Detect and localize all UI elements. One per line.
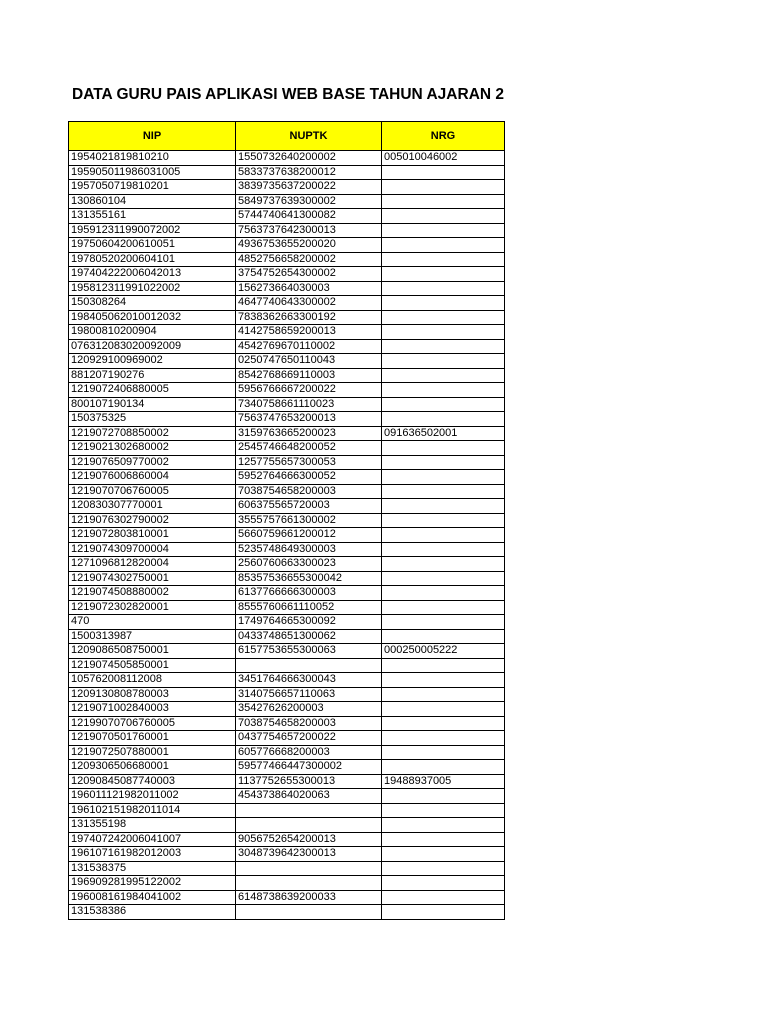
table-body: [69, 151, 505, 920]
nip-cell: 1954021819810210: [69, 151, 236, 166]
nuptk-cell: 156273664030003: [236, 281, 382, 296]
nrg-cell: [382, 339, 505, 354]
nrg-cell: [382, 876, 505, 891]
table-row: [69, 731, 505, 746]
nuptk-cell: 5744740641300082: [236, 209, 382, 224]
nuptk-cell: 4542769670110002: [236, 339, 382, 354]
nrg-cell: [382, 658, 505, 673]
table-row: [69, 281, 505, 296]
nrg-cell: [382, 542, 505, 557]
table-row: [69, 890, 505, 905]
table-row: [69, 209, 505, 224]
table-row: [69, 615, 505, 630]
table-row: [69, 803, 505, 818]
table-row: [69, 557, 505, 572]
table-row: [69, 412, 505, 427]
nip-cell: 1209086508750001: [69, 644, 236, 659]
table-row: [69, 571, 505, 586]
nrg-cell: [382, 194, 505, 209]
nuptk-cell: 0437754657200022: [236, 731, 382, 746]
table-row: [69, 818, 505, 833]
nuptk-cell: 7563747653200013: [236, 412, 382, 427]
nrg-cell: 091636502001: [382, 426, 505, 441]
nip-cell: 131355161: [69, 209, 236, 224]
nip-cell: 1219070706760005: [69, 484, 236, 499]
nrg-cell: [382, 209, 505, 224]
nip-cell: 1219071002840003: [69, 702, 236, 717]
table-row: [69, 470, 505, 485]
table-row: [69, 861, 505, 876]
nuptk-cell: 7838362663300192: [236, 310, 382, 325]
nuptk-cell: 3839735637200022: [236, 180, 382, 195]
column-header-nuptk: NUPTK: [236, 122, 382, 151]
table-row: [69, 774, 505, 789]
table-row: [69, 180, 505, 195]
table-row: [69, 383, 505, 398]
table-row: [69, 368, 505, 383]
table-row: [69, 542, 505, 557]
nip-cell: 1219072507880001: [69, 745, 236, 760]
nrg-cell: [382, 586, 505, 601]
nip-cell: 198405062010012032: [69, 310, 236, 325]
nrg-cell: [382, 325, 505, 340]
nuptk-cell: 2545746648200052: [236, 441, 382, 456]
table-row: [69, 339, 505, 354]
teacher-data-table: [68, 121, 505, 920]
nrg-cell: [382, 673, 505, 688]
nuptk-cell: 35427626200003: [236, 702, 382, 717]
nrg-cell: [382, 310, 505, 325]
nip-cell: 1219074505850001: [69, 658, 236, 673]
table-row: [69, 513, 505, 528]
table-row: [69, 426, 505, 441]
nuptk-cell: 0250747650110043: [236, 354, 382, 369]
nip-cell: 1219076302790002: [69, 513, 236, 528]
nrg-cell: [382, 354, 505, 369]
nrg-cell: 000250005222: [382, 644, 505, 659]
nuptk-cell: 8555760661110052: [236, 600, 382, 615]
nuptk-cell: [236, 803, 382, 818]
nip-cell: 1209306506680001: [69, 760, 236, 775]
nip-cell: 1219070501760001: [69, 731, 236, 746]
nrg-cell: [382, 513, 505, 528]
nip-cell: 1219076006860004: [69, 470, 236, 485]
table-row: [69, 397, 505, 412]
nuptk-cell: 5660759661200012: [236, 528, 382, 543]
nuptk-cell: 1749764665300092: [236, 615, 382, 630]
nrg-cell: [382, 397, 505, 412]
table-row: [69, 325, 505, 340]
nip-cell: 196011121982011002: [69, 789, 236, 804]
nrg-cell: [382, 702, 505, 717]
table-row: [69, 223, 505, 238]
nrg-cell: [382, 455, 505, 470]
table-row: [69, 296, 505, 311]
nrg-cell: [382, 252, 505, 267]
nip-cell: 131355198: [69, 818, 236, 833]
nip-cell: 1219076509770002: [69, 455, 236, 470]
nrg-cell: [382, 296, 505, 311]
nrg-cell: [382, 861, 505, 876]
nip-cell: 196102151982011014: [69, 803, 236, 818]
nuptk-cell: 85357536655300042: [236, 571, 382, 586]
nuptk-cell: 606375565720003: [236, 499, 382, 514]
table-row: [69, 876, 505, 891]
nip-cell: 1219072406880005: [69, 383, 236, 398]
nrg-cell: [382, 223, 505, 238]
nip-cell: 1219072708850002: [69, 426, 236, 441]
nrg-cell: [382, 789, 505, 804]
table-row: [69, 644, 505, 659]
nrg-cell: [382, 818, 505, 833]
table-row: [69, 745, 505, 760]
nip-cell: 19780520200604101: [69, 252, 236, 267]
table-row: [69, 905, 505, 920]
nuptk-cell: 1137752655300013: [236, 774, 382, 789]
nuptk-cell: [236, 876, 382, 891]
table-row: [69, 252, 505, 267]
nuptk-cell: 7038754658200003: [236, 716, 382, 731]
nrg-cell: [382, 499, 505, 514]
nip-cell: 131538386: [69, 905, 236, 920]
nuptk-cell: 7038754658200003: [236, 484, 382, 499]
nrg-cell: [382, 557, 505, 572]
nuptk-cell: 1550732640200002: [236, 151, 382, 166]
nrg-cell: [382, 615, 505, 630]
nuptk-cell: 6148738639200033: [236, 890, 382, 905]
nuptk-cell: 4852756658200002: [236, 252, 382, 267]
nuptk-cell: 4647740643300002: [236, 296, 382, 311]
table-row: [69, 832, 505, 847]
nrg-cell: [382, 760, 505, 775]
nrg-cell: [382, 165, 505, 180]
column-header-nip: NIP: [69, 122, 236, 151]
nuptk-cell: 9056752654200013: [236, 832, 382, 847]
table-row: [69, 441, 505, 456]
table-row: [69, 267, 505, 282]
nuptk-cell: 5952764666300052: [236, 470, 382, 485]
nuptk-cell: 454373864020063: [236, 789, 382, 804]
nip-cell: 150375325: [69, 412, 236, 427]
nip-cell: 120830307770001: [69, 499, 236, 514]
nuptk-cell: 4142758659200013: [236, 325, 382, 340]
table-row: [69, 528, 505, 543]
nip-cell: 12090845087740003: [69, 774, 236, 789]
nrg-cell: [382, 412, 505, 427]
nip-cell: 197407242006041007: [69, 832, 236, 847]
nrg-cell: [382, 716, 505, 731]
nrg-cell: [382, 470, 505, 485]
table-header-row: [69, 122, 505, 151]
nrg-cell: [382, 383, 505, 398]
nuptk-cell: [236, 861, 382, 876]
nip-cell: 150308264: [69, 296, 236, 311]
nip-cell: 1219074508880002: [69, 586, 236, 601]
nip-cell: 131538375: [69, 861, 236, 876]
nrg-cell: [382, 180, 505, 195]
table-row: [69, 455, 505, 470]
table-row: [69, 310, 505, 325]
table-row: [69, 847, 505, 862]
nrg-cell: [382, 441, 505, 456]
nuptk-cell: 5956766667200022: [236, 383, 382, 398]
table-row: [69, 702, 505, 717]
nrg-cell: [382, 847, 505, 862]
nip-cell: 076312083020092009: [69, 339, 236, 354]
table-row: [69, 238, 505, 253]
nip-cell: 19800810200904: [69, 325, 236, 340]
table-row: [69, 484, 505, 499]
nip-cell: 881207190276: [69, 368, 236, 383]
nrg-cell: [382, 905, 505, 920]
nrg-cell: [382, 629, 505, 644]
nrg-cell: [382, 528, 505, 543]
nuptk-cell: 6137766666300003: [236, 586, 382, 601]
nrg-cell: [382, 484, 505, 499]
nuptk-cell: 3555757661300002: [236, 513, 382, 528]
nuptk-cell: 5849737639300002: [236, 194, 382, 209]
nip-cell: 105762008112008: [69, 673, 236, 688]
nuptk-cell: [236, 905, 382, 920]
nip-cell: 197404222006042013: [69, 267, 236, 282]
nuptk-cell: 5235748649300003: [236, 542, 382, 557]
nrg-cell: [382, 571, 505, 586]
nip-cell: 470: [69, 615, 236, 630]
table-row: [69, 499, 505, 514]
nrg-cell: [382, 745, 505, 760]
nip-cell: 1500313987: [69, 629, 236, 644]
nip-cell: 196909281995122002: [69, 876, 236, 891]
nuptk-cell: [236, 658, 382, 673]
nrg-cell: [382, 890, 505, 905]
table-row: [69, 586, 505, 601]
table-row: [69, 194, 505, 209]
nrg-cell: [382, 803, 505, 818]
nip-cell: 800107190134: [69, 397, 236, 412]
nuptk-cell: 1257755657300053: [236, 455, 382, 470]
nuptk-cell: 7340758661110023: [236, 397, 382, 412]
nuptk-cell: 4936753655200020: [236, 238, 382, 253]
table-row: [69, 354, 505, 369]
nrg-cell: [382, 368, 505, 383]
nrg-cell: 19488937005: [382, 774, 505, 789]
table-row: [69, 165, 505, 180]
nip-cell: 1957050719810201: [69, 180, 236, 195]
nuptk-cell: 3048739642300013: [236, 847, 382, 862]
nrg-cell: 005010046002: [382, 151, 505, 166]
nrg-cell: [382, 731, 505, 746]
nuptk-cell: 3159763665200023: [236, 426, 382, 441]
nip-cell: 195912311990072002: [69, 223, 236, 238]
nrg-cell: [382, 281, 505, 296]
table-row: [69, 151, 505, 166]
nrg-cell: [382, 687, 505, 702]
nip-cell: 1219072302820001: [69, 600, 236, 615]
nuptk-cell: 605776668200003: [236, 745, 382, 760]
nip-cell: 120929100969002: [69, 354, 236, 369]
nuptk-cell: 3754752654300002: [236, 267, 382, 282]
nuptk-cell: 6157753655300063: [236, 644, 382, 659]
nip-cell: 1219021302680002: [69, 441, 236, 456]
nip-cell: 130860104: [69, 194, 236, 209]
table-row: [69, 673, 505, 688]
nip-cell: 1209130808780003: [69, 687, 236, 702]
nrg-cell: [382, 600, 505, 615]
nip-cell: 1219074309700004: [69, 542, 236, 557]
nip-cell: 1219072803810001: [69, 528, 236, 543]
nuptk-cell: 8542768669110003: [236, 368, 382, 383]
nip-cell: 1271096812820004: [69, 557, 236, 572]
nrg-cell: [382, 267, 505, 282]
table-row: [69, 789, 505, 804]
nip-cell: 12199070706760005: [69, 716, 236, 731]
nip-cell: 195812311991022002: [69, 281, 236, 296]
table-row: [69, 687, 505, 702]
nip-cell: 196008161984041002: [69, 890, 236, 905]
nip-cell: 1219074302750001: [69, 571, 236, 586]
table-row: [69, 600, 505, 615]
document-title: DATA GURU PAIS APLIKASI WEB BASE TAHUN AJARAN 2: [72, 86, 505, 103]
nip-cell: 196107161982012003: [69, 847, 236, 862]
nuptk-cell: 5833737638200012: [236, 165, 382, 180]
nuptk-cell: 3140756657110063: [236, 687, 382, 702]
nrg-cell: [382, 238, 505, 253]
nrg-cell: [382, 832, 505, 847]
nuptk-cell: 3451764666300043: [236, 673, 382, 688]
table-row: [69, 658, 505, 673]
nuptk-cell: 2560760663300023: [236, 557, 382, 572]
nuptk-cell: [236, 818, 382, 833]
nip-cell: 19750604200610051: [69, 238, 236, 253]
nuptk-cell: 59577466447300002: [236, 760, 382, 775]
table-row: [69, 716, 505, 731]
table-row: [69, 629, 505, 644]
column-header-nrg: NRG: [382, 122, 505, 151]
nuptk-cell: 0433748651300062: [236, 629, 382, 644]
nip-cell: 195905011986031005: [69, 165, 236, 180]
table-row: [69, 760, 505, 775]
nuptk-cell: 7563737642300013: [236, 223, 382, 238]
